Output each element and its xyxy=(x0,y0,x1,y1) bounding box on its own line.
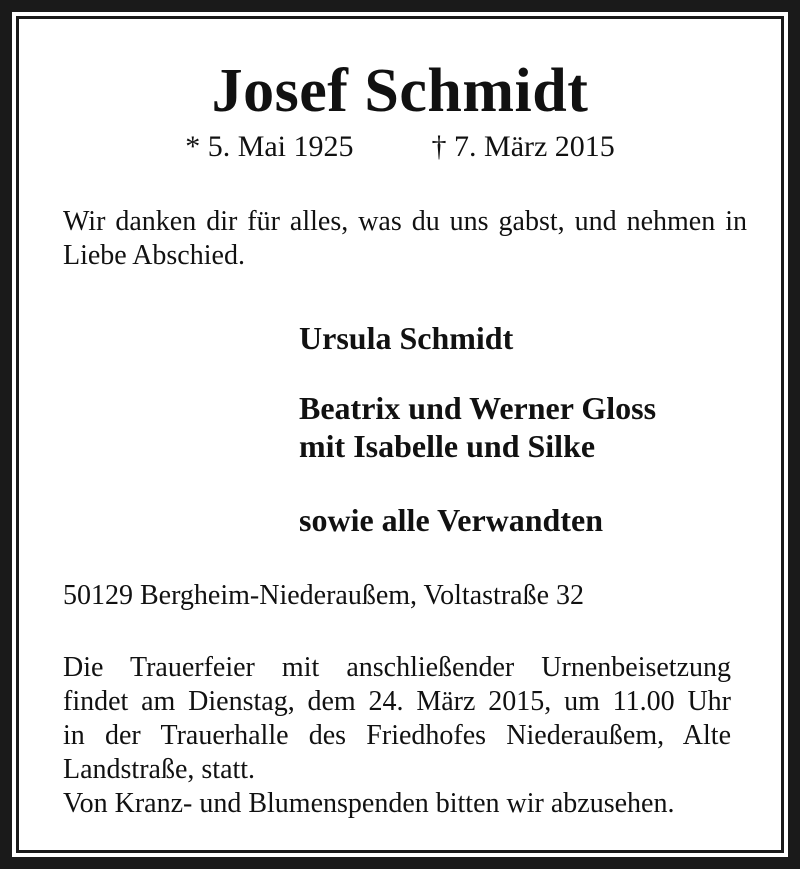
funeral-details xyxy=(63,651,731,821)
funeral-line-1: Die Trauerfeier mit anschließender Urnenbeisetzung xyxy=(63,652,731,683)
obituary-notice xyxy=(16,16,784,853)
thanks-paragraph: Wir danken dir für alles, was du uns gabst, und nehmen in Liebe Abschied. xyxy=(63,206,747,271)
deceased-name: Josef Schmidt xyxy=(211,57,589,125)
mourner-address: 50129 Bergheim-Niederaußem, Voltastraße 32 xyxy=(63,580,584,611)
birth-date: * 5. Mai 1925 xyxy=(185,130,354,163)
mourner-name-2: Beatrix und Werner Gloss xyxy=(299,390,657,426)
mourner-family xyxy=(299,389,759,465)
funeral-line-2: findet am Dienstag, dem 24. März 2015, um 11.00 Uhr xyxy=(63,686,731,717)
mourner-name-1: Ursula Schmidt xyxy=(299,320,514,356)
relatives-line: sowie alle Verwandten xyxy=(299,502,603,538)
flowers-note: Von Kranz- und Blumenspenden bitten wir abzusehen. xyxy=(63,788,675,819)
mourner-children: mit Isabelle und Silke xyxy=(299,428,596,464)
funeral-line-4: Landstraße, statt. xyxy=(63,754,256,785)
funeral-line-3: in der Trauerhalle des Friedhofes Niederaußem, Alte xyxy=(63,720,731,751)
death-date: † 7. März 2015 xyxy=(431,130,615,163)
notice-border-gap xyxy=(12,12,788,857)
life-dates xyxy=(19,129,781,165)
